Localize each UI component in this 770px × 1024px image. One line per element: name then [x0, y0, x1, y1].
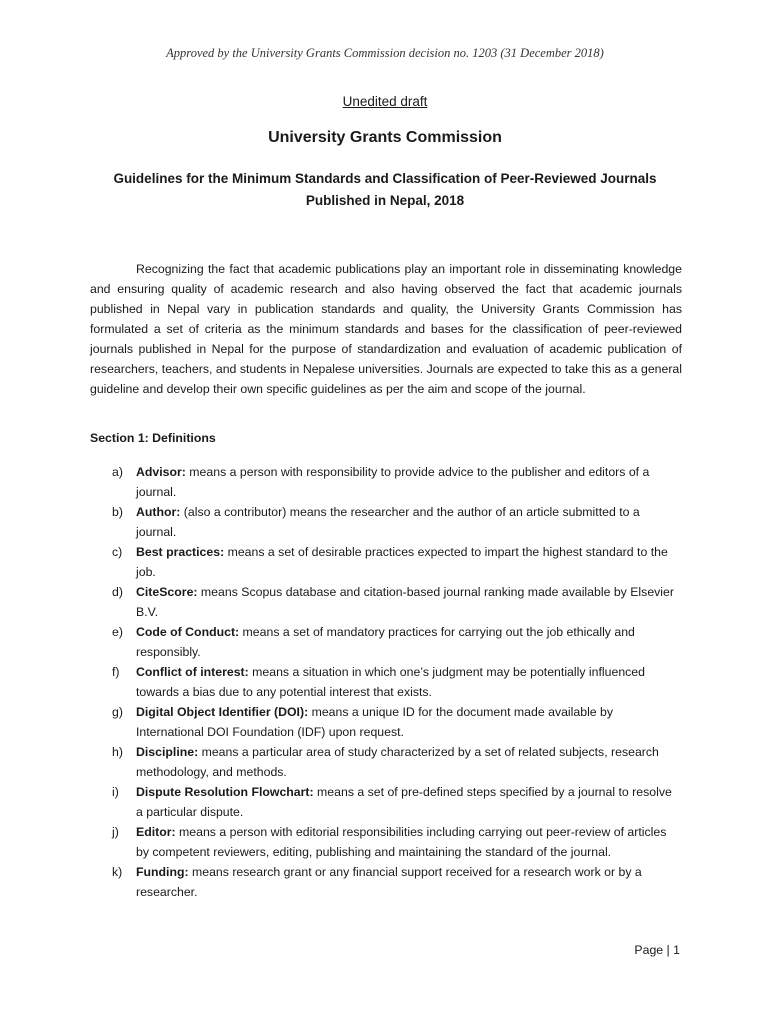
item-letter: c) — [112, 545, 123, 559]
definition-text: means a particular area of study characterized by a set of related subjects, research methodology, and methods. — [136, 745, 659, 779]
definition-text: means a person with editorial responsibilities including carrying out peer-review of articles by competent reviewers, editing, publishing and maintaining the standard of the journal. — [136, 825, 667, 859]
definition-term: Funding: — [136, 865, 189, 879]
definition-item — [90, 782, 682, 822]
document-title-line-1: Guidelines for the Minimum Standards and Classification of Peer-Reviewed Journals — [113, 171, 657, 186]
definition-text: (also a contributor) means the researcher and the author of an article submitted to a journal. — [136, 505, 640, 539]
definition-item — [90, 742, 682, 782]
definition-item — [90, 582, 682, 622]
draft-label: Unedited draft — [342, 94, 428, 109]
definition-text: means a set of desirable practices expected to impart the highest standard to the job. — [136, 545, 668, 579]
item-letter: f) — [112, 665, 120, 679]
intro-paragraph: Recognizing the fact that academic publications play an important role in disseminating knowledge and ensuring quality of academic research and also having observed the fact that academic journals published in Nepal vary in publication standards and quality, the University Grants Commission has formulated a set of criteria as the minimum standards and bases for the classification of peer-reviewed journals published in Nepal for the purpose of standardization and evaluation of academic publication of researchers, teachers, and students in Nepalese universities. Journals are expected to take this as a general guideline and develop their own specific guidelines as per the aim and scope of the journal. — [90, 262, 682, 396]
definition-item — [90, 462, 682, 502]
item-letter: j) — [112, 825, 119, 839]
definition-text: means a unique ID for the document made available by International DOI Foundation (IDF) upon request. — [136, 705, 614, 739]
definition-text: means a set of pre-defined steps specified by a journal to resolve a particular dispute. — [136, 785, 672, 819]
approval-note: Approved by the University Grants Commission decision no. 1203 (31 December 2018) — [166, 46, 604, 60]
definition-text: means a situation in which one’s judgment may be potentially influenced towards a bias due to any potential interest that exists. — [136, 665, 645, 699]
definition-item — [90, 822, 682, 862]
definition-text: means a set of mandatory practices for carrying out the job ethically and responsibly. — [136, 625, 635, 659]
item-letter: k) — [112, 865, 123, 879]
definition-text: means Scopus database and citation-based journal ranking made available by Elsevier B.V. — [136, 585, 674, 619]
document-title — [80, 168, 690, 212]
definition-term: Conflict of interest: — [136, 665, 249, 679]
item-letter: d) — [112, 585, 123, 599]
definition-term: Advisor: — [136, 465, 186, 479]
definition-text: means a person with responsibility to provide advice to the publisher and editors of a journal. — [136, 465, 650, 499]
item-letter: h) — [112, 745, 123, 759]
item-letter: g) — [112, 705, 123, 719]
item-letter: b) — [112, 505, 123, 519]
definition-item — [90, 662, 682, 702]
definition-term: Code of Conduct: — [136, 625, 240, 639]
definition-term: Editor: — [136, 825, 176, 839]
definition-item — [90, 702, 682, 742]
item-letter: a) — [112, 465, 123, 479]
definition-term: Best practices: — [136, 545, 225, 559]
definition-term: Discipline: — [136, 745, 199, 759]
definition-item — [90, 862, 682, 902]
definition-item — [90, 622, 682, 662]
definition-text: means research grant or any financial support received for a research work or by a researcher. — [136, 865, 642, 899]
item-letter: i) — [112, 785, 119, 799]
item-letter: e) — [112, 625, 123, 639]
definition-item — [90, 542, 682, 582]
section-heading: Section 1: Definitions — [90, 431, 216, 445]
definitions-list — [90, 462, 682, 902]
definition-term: Digital Object Identifier (DOI): — [136, 705, 309, 719]
definition-term: Author: — [136, 505, 181, 519]
definition-item — [90, 502, 682, 542]
document-title-line-2: Published in Nepal, 2018 — [305, 193, 465, 208]
organization-title: University Grants Commission — [268, 129, 502, 146]
definition-term: Dispute Resolution Flowchart: — [136, 785, 314, 799]
page-number: Page | 1 — [634, 943, 680, 957]
definition-term: CiteScore: — [136, 585, 198, 599]
